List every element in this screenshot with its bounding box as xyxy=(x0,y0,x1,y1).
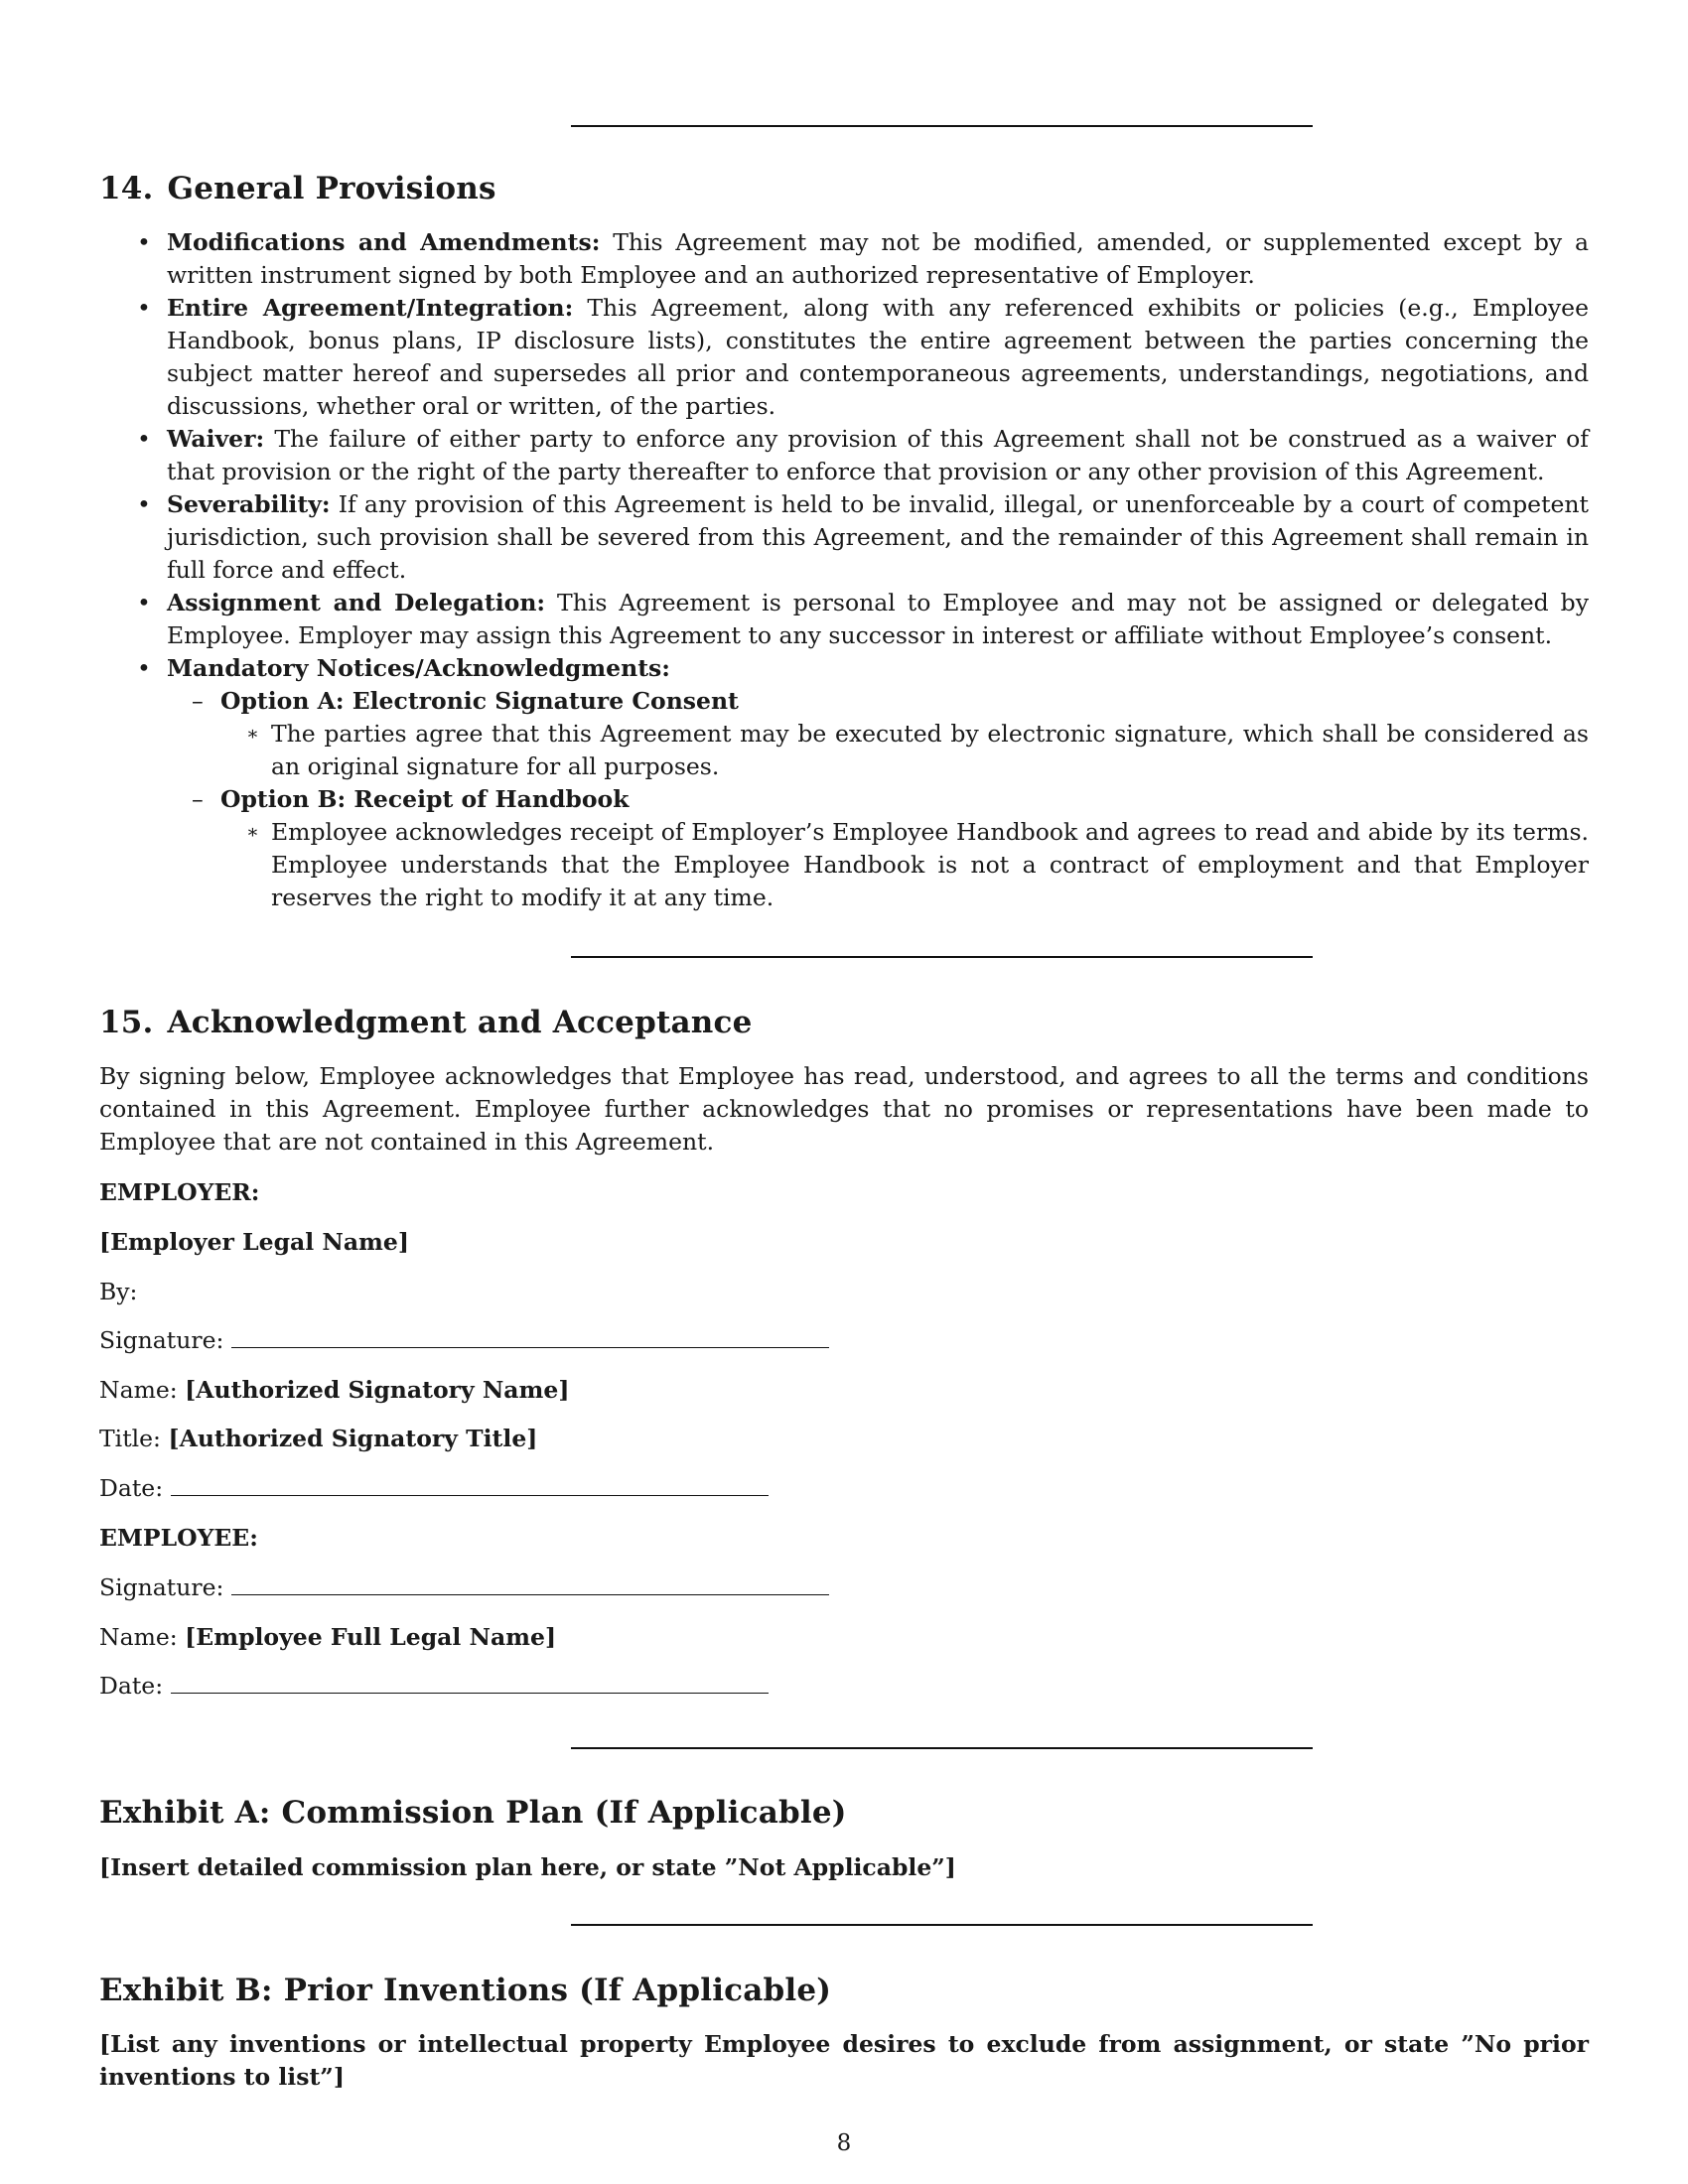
list-item xyxy=(99,423,1589,488)
signature-label: Signature: xyxy=(99,1573,224,1601)
section-divider xyxy=(571,1924,1313,1926)
item-label: Assignment and Delegation: xyxy=(167,589,546,616)
general-provisions-list xyxy=(99,226,1589,914)
employer-legal-name: [Employer Legal Name] xyxy=(99,1228,409,1256)
item-label: Entire Agreement/Integration: xyxy=(167,294,574,322)
item-text: This Agreement is personal to Employee and may not be assigned or delegated by Employee. Employer may assign this Agreement to any successor in interest or affiliate without Employee’s consent. xyxy=(167,589,1589,649)
dash-marker: – xyxy=(192,687,204,715)
name-placeholder: [Employee Full Legal Name] xyxy=(185,1623,557,1651)
list-item-notices xyxy=(99,652,1589,914)
item-text: The failure of either party to enforce any provision of this Agreement shall not be construed as a waiver of that provision or the right of the party thereafter to enforce that provision or any other provision of this Agreement. xyxy=(167,425,1589,485)
employee-heading: EMPLOYEE: xyxy=(99,1524,258,1552)
employee-signature-field[interactable] xyxy=(99,1571,829,1604)
section-divider xyxy=(571,1747,1313,1749)
date-line[interactable] xyxy=(171,1475,769,1496)
item-label: Waiver: xyxy=(167,425,265,453)
employer-heading: EMPLOYER: xyxy=(99,1178,260,1206)
section-15-heading xyxy=(99,1005,753,1040)
asterisk-marker: ∗ xyxy=(246,821,259,843)
employer-date-field[interactable] xyxy=(99,1472,769,1505)
employer-name-field: Name: [Authorized Signatory Name] xyxy=(99,1376,570,1404)
signature-line[interactable] xyxy=(231,1327,829,1348)
exhibit-b-heading: Exhibit B: Prior Inventions (If Applicable) xyxy=(99,1973,832,2008)
exhibit-b-text: [List any inventions or intellectual property Employee desires to exclude from assignment, or state ”No prior inventions to list”] xyxy=(99,2030,1589,2091)
section-number: 14. xyxy=(99,171,154,206)
item-text: This Agreement, along with any referenced exhibits or policies (e.g., Employee Handbook, bonus plans, IP disclosure lists), constitutes the entire agreement between the parties concerning the subject matter hereof and supersedes all prior and contemporaneous agreements, understandings, negotiations, and discussions, whether oral or written, of the parties. xyxy=(167,294,1589,420)
name-placeholder: [Authorized Signatory Name] xyxy=(185,1376,570,1404)
item-label: Severability: xyxy=(167,490,331,518)
asterisk-marker: ∗ xyxy=(246,723,259,745)
employer-title-field: Title: [Authorized Signatory Title] xyxy=(99,1425,538,1452)
signature-label: Signature: xyxy=(99,1326,224,1354)
section-title: Acknowledgment and Acceptance xyxy=(167,1005,753,1040)
exhibit-a-text: [Insert detailed commission plan here, or state ”Not Applicable”] xyxy=(99,1853,956,1881)
employer-by-label: By: xyxy=(99,1278,138,1305)
option-b xyxy=(160,783,1589,914)
list-item xyxy=(99,226,1589,292)
date-line[interactable] xyxy=(171,1673,769,1694)
employee-date-field[interactable] xyxy=(99,1670,769,1703)
dash-marker: – xyxy=(192,785,204,813)
date-label: Date: xyxy=(99,1672,164,1700)
employer-signature-field[interactable] xyxy=(99,1324,829,1357)
section-14-heading xyxy=(99,171,496,206)
section-title: General Provisions xyxy=(167,171,496,206)
option-a xyxy=(160,685,1589,783)
option-title: Option A: Electronic Signature Consent xyxy=(220,687,739,715)
signature-line[interactable] xyxy=(231,1574,829,1595)
item-text: This Agreement may not be modified, amended, or supplemented except by a written instrument signed by both Employee and an authorized representative of Employer. xyxy=(167,228,1589,289)
acknowledgment-paragraph: By signing below, Employee acknowledges that Employee has read, understood, and agrees to all the terms and conditions contained in this Agreement. Employee further acknowledges that no promises or representations have been made to Employee that are not contained in this Agreement. xyxy=(99,1062,1589,1156)
exhibit-a-heading: Exhibit A: Commission Plan (If Applicable) xyxy=(99,1795,847,1831)
option-b-text: ∗ Employee acknowledges receipt of Employer’s Employee Handbook and agrees to read and abide by its terms. Employee understands that the Employee Handbook is not a contract of employment and that Employer reserves the right to modify it at any time. xyxy=(246,818,1589,911)
section-number: 15. xyxy=(99,1005,154,1040)
page-number: 8 xyxy=(836,2130,852,2156)
list-item xyxy=(99,292,1589,423)
section-divider xyxy=(571,956,1313,958)
title-placeholder: [Authorized Signatory Title] xyxy=(168,1425,538,1452)
item-label: Modifications and Amendments: xyxy=(167,228,601,256)
employee-name-field: Name: [Employee Full Legal Name] xyxy=(99,1623,557,1651)
section-divider xyxy=(571,125,1313,127)
item-label: Mandatory Notices/Acknowledgments: xyxy=(167,654,670,682)
date-label: Date: xyxy=(99,1474,164,1502)
option-title: Option B: Receipt of Handbook xyxy=(220,785,630,813)
list-item xyxy=(99,587,1589,652)
list-item xyxy=(99,488,1589,587)
option-a-text: ∗ The parties agree that this Agreement may be executed by electronic signature, which shall be considered as an original signature for all purposes. xyxy=(246,720,1589,780)
item-text: If any provision of this Agreement is held to be invalid, illegal, or unenforceable by a court of competent jurisdiction, such provision shall be severed from this Agreement, and the remainder of this Agreement shall remain in full force and effect. xyxy=(167,490,1589,584)
